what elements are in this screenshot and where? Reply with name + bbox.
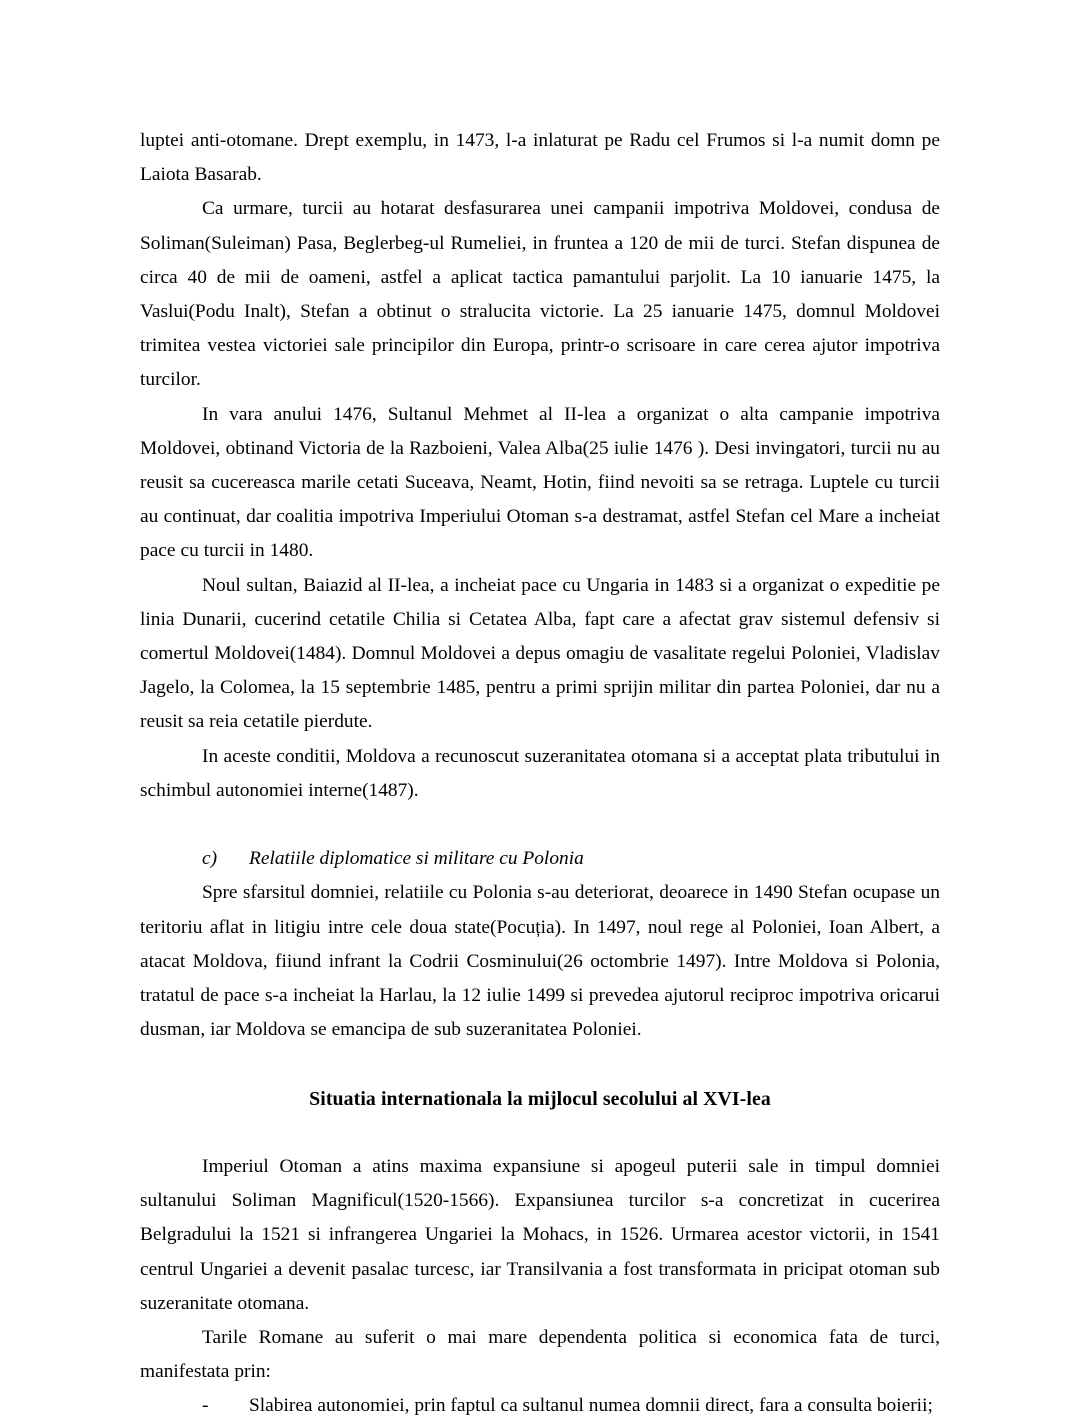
blank-line-spacer-1 [140,808,940,842]
paragraph-6: Spre sfarsitul domniei, relatiile cu Polonia s-au deteriorat, deoarece in 1490 Stefan ocupase un teritoriu aflat in litigiu intre cele doua state(Pocuția). In 1497, noul rege al Poloniei, Ioan Albert, a atacat Moldova, fiiund infrant la Codrii Cosminului(26 octombrie 1497). Intre Moldova si Polonia, tratatul de pace s-a incheiat la Harlau, la 12 iulie 1499 si prevedea ajutorul reciproc impotriva oricarui dusman, iar Moldova se emancipa de sub suzeranitatea Poloniei. [140,882,940,1041]
paragraph-2: Ca urmare, turcii au hotarat desfasurarea unei campanii impotriva Moldovei, condusa de Soliman(Suleiman) Pasa, Beglerbeg-ul Rumeliei, in fruntea a 120 de mii de turci. Stefan dispunea de circa 40 de mii de oameni, astfel a aplicat tactica pamantului parjolit. La 10 ianuarie 1475, la Vaslui(Podu Inalt), Stefan a obtinut o stralucita victorie. La 25 ianuarie 1475, domnul Moldovei trimitea vestea victoriei sale principilor din Europa, printr-o scrisoare in care cerea ajutor impotriva turcilor. [140,198,940,391]
sub-heading-marker: c) [202,848,218,870]
paragraph-1: luptei anti-otomane. Drept exemplu, in 1473, l-a inlaturat pe Radu cel Frumos si l-a numit domn pe Laiota Basarab. [140,130,940,186]
blank-line-spacer-2 [140,1047,940,1081]
dash-bullet-marker: - [202,1395,209,1417]
paragraph-5: In aceste conditii, Moldova a recunoscut suzeranitatea otomana si a acceptat plata tributului in schimbul autonomiei interne(1487). [140,745,940,801]
section-heading: Situatia internationala la mijlocul secolului al XVI-lea [309,1087,771,1110]
sub-heading-c [140,842,940,876]
blank-line-spacer-3 [140,1116,940,1150]
sub-heading-text: Relatiile diplomatice si militare cu Polonia [249,848,584,870]
paragraph-4: Noul sultan, Baiazid al II-lea, a incheiat pace cu Ungaria in 1483 si a organizat o expeditie pe linia Dunarii, cucerind cetatile Chilia si Cetatea Alba, fapt care a afectat grav sistemul defensiv si comertul Moldovei(1484). Domnul Moldovei a depus omagiu de vasalitate regelui Poloniei, Vladislav Jagelo, la Colomea, la 15 septembrie 1485, pentru a primi sprijin militar din partea Poloniei, dar nu a reusit sa reia cetatile pierdute. [140,574,940,733]
paragraph-7: Imperiul Otoman a atins maxima expansiune si apogeul puterii sale in timpul domniei sultanului Soliman Magnificul(1520-1566). Expansiunea turcilor s-a concretizat in cucerirea Belgradului la 1521 si infrangerea Ungariei la Mohacs, in 1526. Urmarea acestor victorii, in 1541 centrul Ungariei a devenit pasalac turcesc, iar Transilvania a fost transformata in pricipat otoman sub suzeranitate otomana. [140,1156,940,1314]
text-column [140,124,940,1424]
paragraph-3: In vara anului 1476, Sultanul Mehmet al II-lea a organizat o alta campanie impotriva Moldovei, obtinand Victoria de la Razboieni, Valea Alba(25 iulie 1476 ). Desi invingatori, turcii nu au reusit sa cucereasca marile cetati Suceava, Neamt, Hotin, fiind nevoiti sa se retraga. Luptele cu turcii au continuat, dar coalitia impotriva Imperiului Otoman s-a destramat, astfel Stefan cel Mare a incheiat pace cu turcii in 1480. [140,403,940,562]
dash-list-item [140,1389,940,1423]
paragraph-8: Tarile Romane au suferit o mai mare dependenta politica si economica fata de turci, manifestata prin: [140,1327,940,1383]
dash-bullet-text: Slabirea autonomiei, prin faptul ca sultanul numea domnii direct, fara a consulta boierii; [249,1395,933,1417]
